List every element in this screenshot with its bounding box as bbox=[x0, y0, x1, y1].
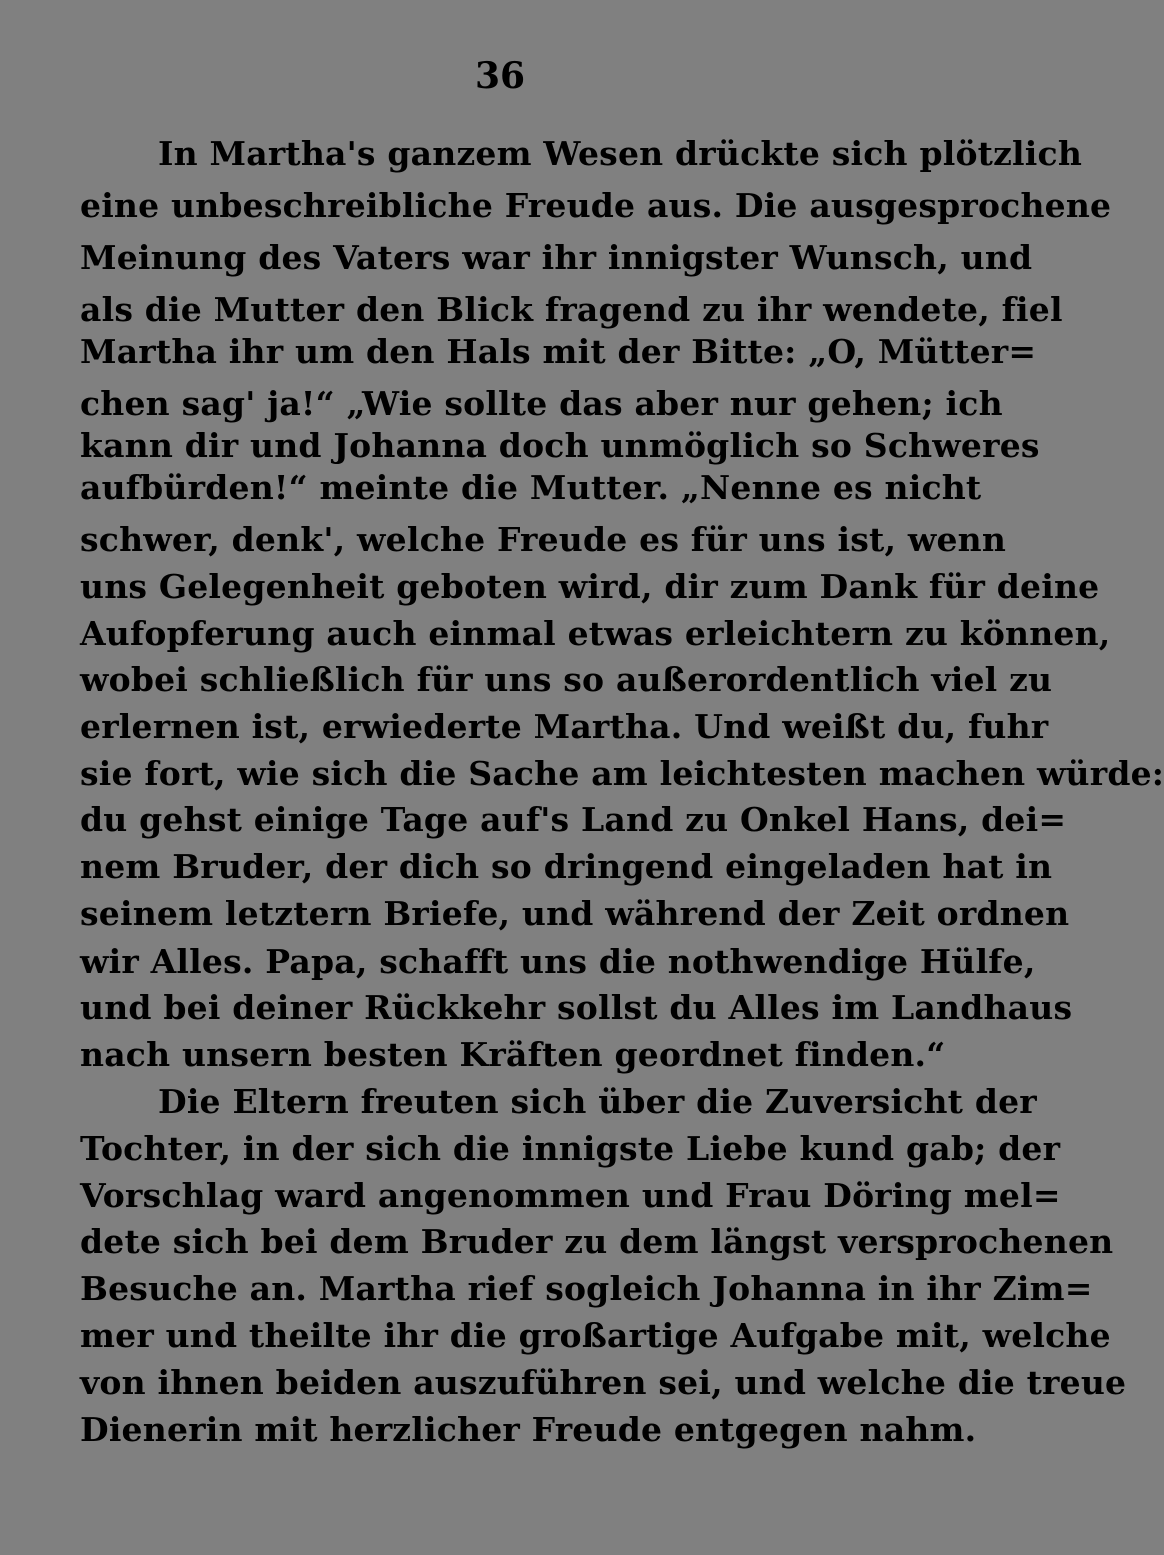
text-line: kann dir und Johanna doch unmöglich so Schweres bbox=[80, 426, 1040, 465]
text-line: wobei schließlich für uns so außerordentlich viel zu bbox=[80, 660, 1053, 699]
text-line: dete sich bei dem Bruder zu dem längst versprochenen bbox=[80, 1222, 1114, 1261]
text-line: von ihnen beiden auszuführen sei, und welche die treue bbox=[80, 1363, 1127, 1402]
text-line: Tochter, in der sich die innigste Liebe kund gab; der bbox=[80, 1129, 1061, 1168]
text-line: seinem letztern Briefe, und während der Zeit ordnen bbox=[80, 894, 1070, 933]
text-line: Vorschlag ward angenommen und Frau Döring mel= bbox=[80, 1176, 1061, 1215]
text-line: schwer, denk', welche Freude es für uns ist, wenn bbox=[80, 520, 1007, 559]
text-line: Besuche an. Martha rief sogleich Johanna in ihr Zim= bbox=[80, 1269, 1093, 1308]
text-line: Martha ihr um den Hals mit der Bitte: „O, Mütter= bbox=[80, 332, 1037, 371]
text-line: erlernen ist, erwiederte Martha. Und weißt du, fuhr bbox=[80, 707, 1049, 746]
text-line: Die Eltern freuten sich über die Zuversicht der bbox=[158, 1082, 1037, 1121]
text-line: und bei deiner Rückkehr sollst du Alles im Landhaus bbox=[80, 988, 1073, 1027]
text-line: du gehst einige Tage auf's Land zu Onkel Hans, dei= bbox=[80, 800, 1067, 839]
text-line: als die Mutter den Blick fragend zu ihr wendete, fiel bbox=[80, 290, 1063, 329]
text-line: uns Gelegenheit geboten wird, dir zum Dank für deine bbox=[80, 567, 1100, 606]
page-number: 36 bbox=[474, 55, 526, 97]
text-line: chen sag' ja!“ „Wie sollte das aber nur gehen; ich bbox=[80, 384, 1003, 423]
text-line: eine unbeschreibliche Freude aus. Die ausgesprochene bbox=[80, 186, 1112, 225]
text-line: nem Bruder, der dich so dringend eingeladen hat in bbox=[80, 847, 1053, 886]
text-line: wir Alles. Papa, schafft uns die nothwendige Hülfe, bbox=[80, 942, 1036, 981]
text-line: Meinung des Vaters war ihr innigster Wunsch, und bbox=[80, 238, 1033, 277]
text-line: In Martha's ganzem Wesen drückte sich plötzlich bbox=[158, 134, 1083, 173]
text-line: Aufopferung auch einmal etwas erleichtern zu können, bbox=[80, 614, 1111, 653]
text-line: aufbürden!“ meinte die Mutter. „Nenne es nicht bbox=[80, 468, 982, 507]
text-line: Dienerin mit herzlicher Freude entgegen nahm. bbox=[80, 1410, 977, 1449]
text-line: nach unsern besten Kräften geordnet finden.“ bbox=[80, 1035, 946, 1074]
text-line: sie fort, wie sich die Sache am leichtesten machen würde: bbox=[80, 754, 1164, 793]
text-line: mer und theilte ihr die großartige Aufgabe mit, welche bbox=[80, 1316, 1111, 1355]
